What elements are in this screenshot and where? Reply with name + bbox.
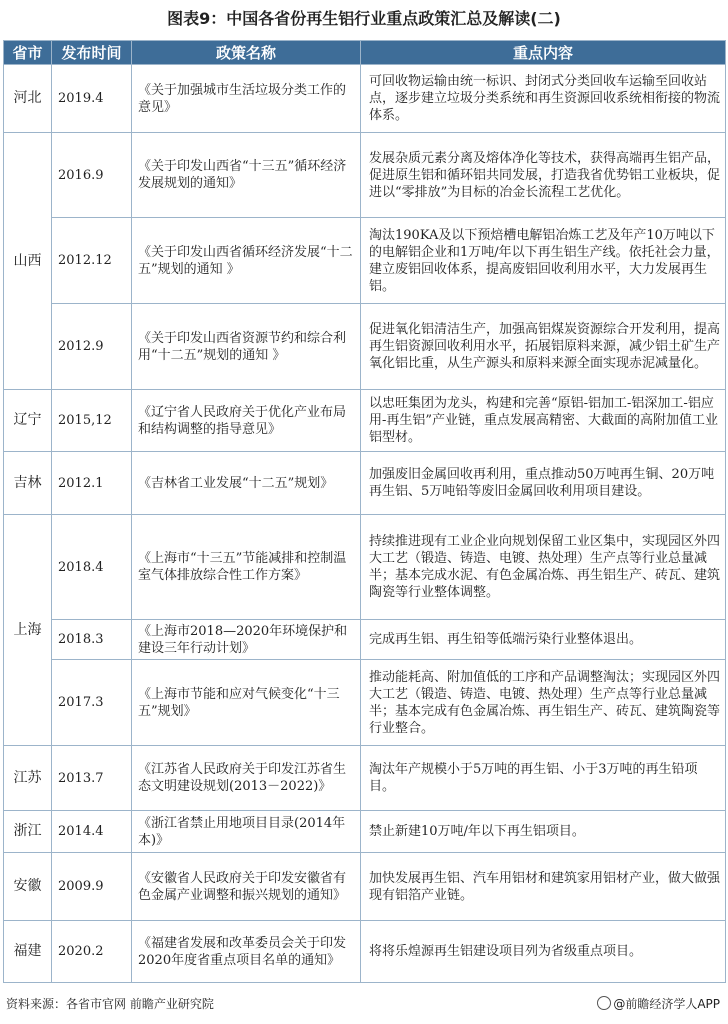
policy-cell: 《福建省发展和改革委员会关于印发2020年度省重点项目名单的通知》: [132, 921, 361, 983]
content-cell: 发展杂质元素分离及熔体净化等技术，获得高端再生铝产品，促进原生铝和循环铝共同发展，打造我省优势铝工业板块，促进以“零排放”为目标的冶金长流程工艺优化。: [361, 133, 726, 218]
date-cell: 2020.2: [52, 921, 132, 983]
brand-credit-text: @前瞻经济学人APP: [613, 997, 720, 1011]
content-cell: 淘汰年产规模小于5万吨的再生铝、小于3万吨的再生铅项目。: [361, 746, 726, 811]
policy-cell: 《吉林省工业发展“十二五”规划》: [132, 452, 361, 515]
date-cell: 2012.1: [52, 452, 132, 515]
header-province: 省市: [4, 41, 52, 65]
date-cell: 2015,12: [52, 390, 132, 452]
province-cell: 辽宁: [4, 390, 52, 452]
table-row: [4, 133, 726, 218]
policy-cell: 《关于印发山西省循环经济发展“十二五”规划的通知 》: [132, 218, 361, 304]
date-cell: 2019.4: [52, 65, 132, 133]
table-row: [4, 515, 726, 620]
chart-title: 图表9：中国各省份再生铝行业重点政策汇总及解读(二): [167, 9, 561, 28]
table-row: [4, 921, 726, 983]
date-cell: 2018.3: [52, 620, 132, 660]
date-cell: 2018.4: [52, 515, 132, 620]
header-date: 发布时间: [52, 41, 132, 65]
date-cell: 2009.9: [52, 853, 132, 921]
brand-credit: [597, 995, 720, 1012]
province-cell: 福建: [4, 921, 52, 983]
table-row: [4, 218, 726, 304]
brand-logo-icon: [597, 996, 611, 1010]
policy-table: [3, 40, 726, 983]
date-cell: 2012.12: [52, 218, 132, 304]
province-cell: 河北: [4, 65, 52, 133]
province-cell: 江苏: [4, 746, 52, 811]
policy-cell: 《关于加强城市生活垃圾分类工作的意见》: [132, 65, 361, 133]
date-cell: 2014.4: [52, 811, 132, 853]
province-cell: 浙江: [4, 811, 52, 853]
table-row: [4, 452, 726, 515]
content-cell: 促进氧化铝清洁生产，加强高铝煤炭资源综合开发利用，提高再生铝资源回收利用水平，拓展铝原料来源，减少铝土矿生产氧化铝比重，从生产源头和原料来源全面实现赤泥减量化。: [361, 304, 726, 390]
table-row: [4, 746, 726, 811]
content-cell: 将将乐煌源再生铝建设项目列为省级重点项目。: [361, 921, 726, 983]
province-cell: 上海: [4, 515, 52, 746]
policy-cell: 《上海市“十三五”节能减排和控制温室气体排放综合性工作方案》: [132, 515, 361, 620]
date-cell: 2017.3: [52, 660, 132, 746]
table-row: [4, 65, 726, 133]
province-cell: 吉林: [4, 452, 52, 515]
source-note: 资料来源：各省市官网 前瞻产业研究院: [6, 997, 214, 1011]
policy-cell: 《上海市节能和应对气候变化“十三五”规划》: [132, 660, 361, 746]
date-cell: 2016.9: [52, 133, 132, 218]
content-cell: 完成再生铝、再生铅等低端污染行业整体退出。: [361, 620, 726, 660]
header-policy: 政策名称: [132, 41, 361, 65]
table-row: [4, 620, 726, 660]
policy-cell: 《上海市2018—2020年环境保护和建设三年行动计划》: [132, 620, 361, 660]
table-row: [4, 390, 726, 452]
table-row: [4, 304, 726, 390]
date-cell: 2012.9: [52, 304, 132, 390]
content-cell: 以忠旺集团为龙头，构建和完善“原铝-铝加工-铝深加工-铝应用-再生铝”产业链，重点发展高精密、大截面的高附加值工业铝型材。: [361, 390, 726, 452]
content-cell: 淘汰190KA及以下预焙槽电解铝冶炼工艺及年产10万吨以下的电解铝企业和1万吨/年以下再生铝生产线。依托社会力量，建立废铝回收体系，提高废铝回收利用水平，大力发展再生铝。: [361, 218, 726, 304]
content-cell: 推动能耗高、附加值低的工序和产品调整淘汰；实现园区外四大工艺（锻造、铸造、电镀、热处理）生产点等行业总量减半；基本完成有色金属冶炼、再生铝生产、砖瓦、建筑陶瓷等行业整合。: [361, 660, 726, 746]
table-row: [4, 853, 726, 921]
policy-cell: 《关于印发山西省资源节约和综合利用“十二五”规划的通知 》: [132, 304, 361, 390]
policy-cell: 《安徽省人民政府关于印发安徽省有色金属产业调整和振兴规划的通知》: [132, 853, 361, 921]
content-cell: 禁止新建10万吨/年以下再生铝项目。: [361, 811, 726, 853]
content-cell: 可回收物运输由统一标识、封闭式分类回收车运输至回收站点，逐步建立垃圾分类系统和再生资源回收系统相衔接的物流体系。: [361, 65, 726, 133]
table-row: [4, 660, 726, 746]
content-cell: 加强废旧金属回收再利用，重点推动50万吨再生铜、20万吨再生铝、5万吨铅等废旧金属回收利用项目建设。: [361, 452, 726, 515]
content-cell: 持续推进现有工业企业向规划保留工业区集中，实现园区外四大工艺（锻造、铸造、电镀、热处理）生产点等行业总量减半；基本完成水泥、有色金属冶炼、再生铝生产、砖瓦、建筑陶瓷等行业整体调整。: [361, 515, 726, 620]
policy-cell: 《关于印发山西省“十三五”循环经济发展规划的通知》: [132, 133, 361, 218]
policy-cell: 《辽宁省人民政府关于优化产业布局和结构调整的指导意见》: [132, 390, 361, 452]
province-cell: 山西: [4, 133, 52, 390]
table-row: [4, 811, 726, 853]
header-content: 重点内容: [361, 41, 726, 65]
policy-cell: 《江苏省人民政府关于印发江苏省生态文明建设规划(2013－2022)》: [132, 746, 361, 811]
province-cell: 安徽: [4, 853, 52, 921]
table-header-row: [4, 41, 726, 65]
date-cell: 2013.7: [52, 746, 132, 811]
content-cell: 加快发展再生铝、汽车用铝材和建筑家用铝材产业，做大做强现有铝箔产业链。: [361, 853, 726, 921]
policy-cell: 《浙江省禁止用地项目目录(2014年本)》: [132, 811, 361, 853]
